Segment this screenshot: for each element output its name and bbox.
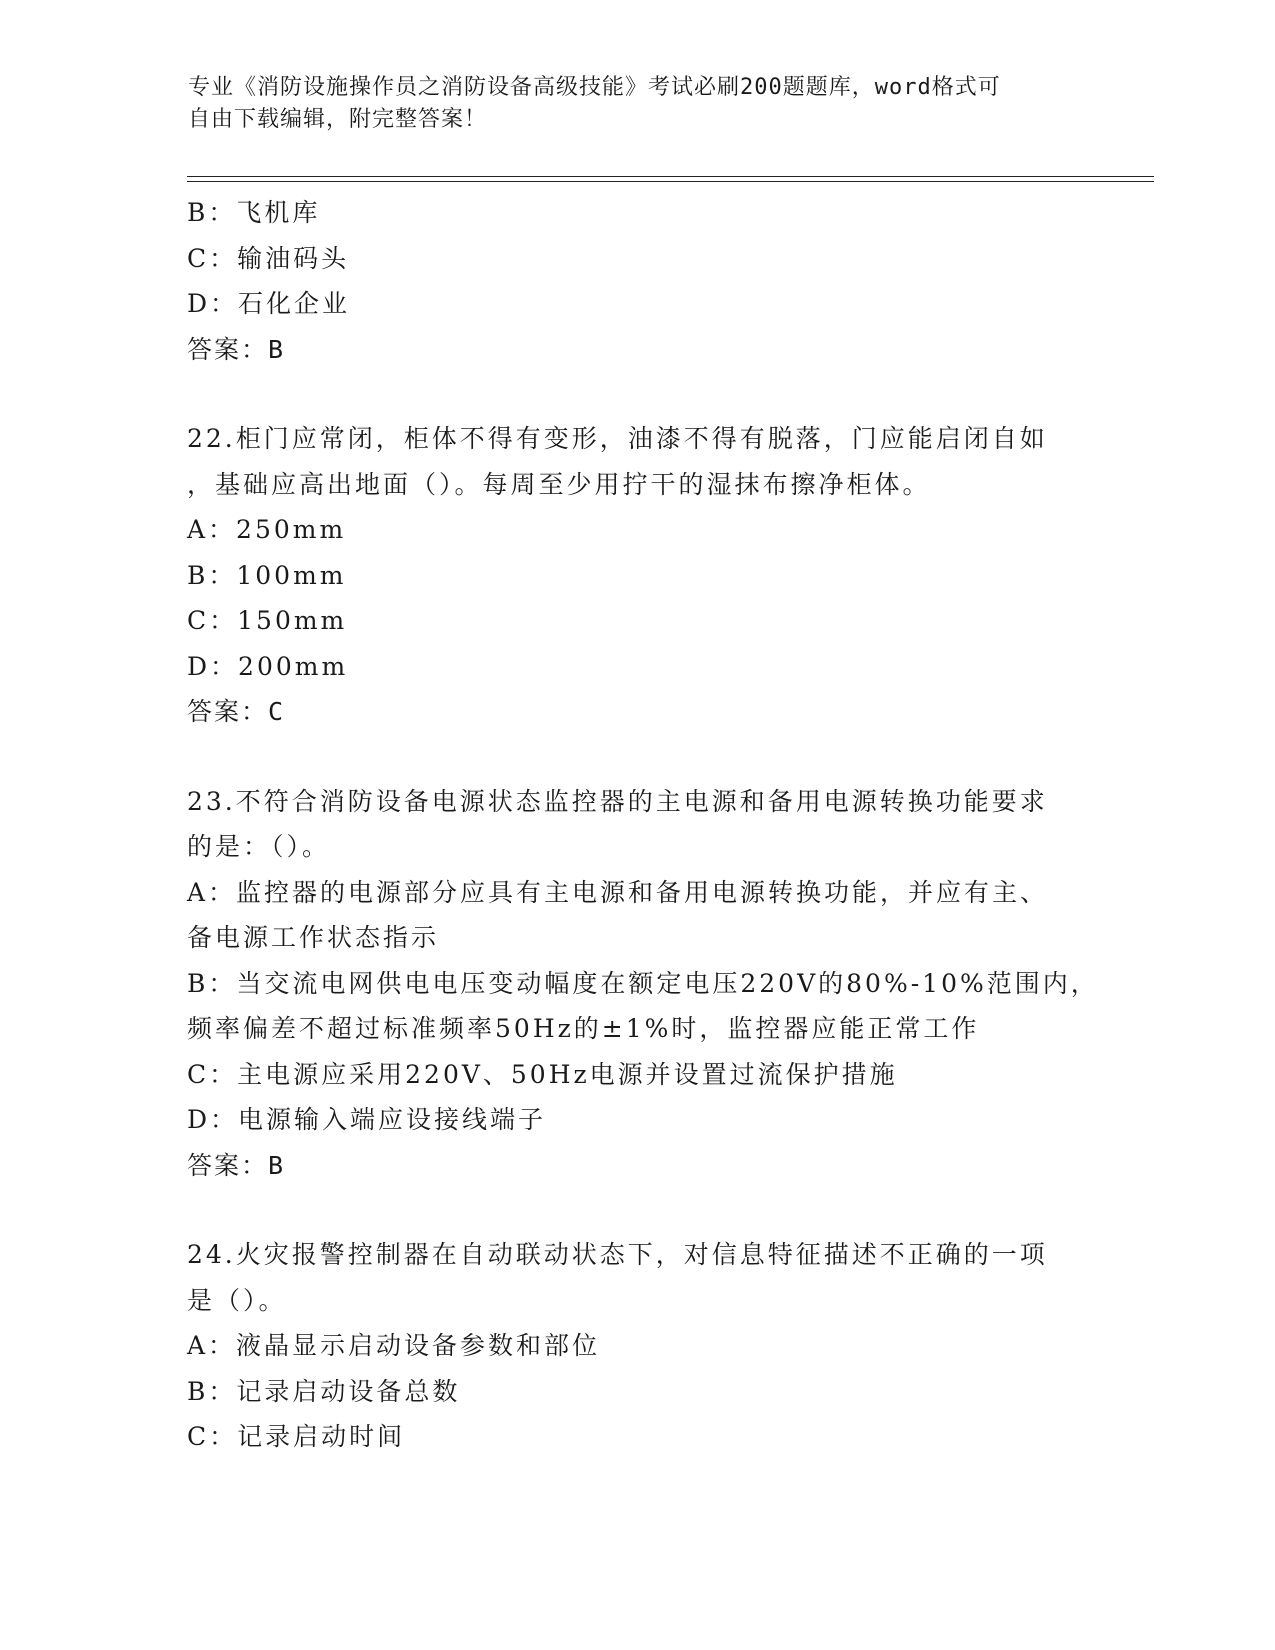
- q21-answer: 答案：B: [187, 334, 286, 364]
- question-23: [187, 779, 1099, 1189]
- q22-stem-line-2: ，基础应高出地面（）。每周至少用拧干的湿抹布擦净柜体。: [187, 469, 931, 499]
- question-list: [187, 190, 1099, 1460]
- q21-option-c: C：输油码头: [187, 243, 350, 273]
- q22-option-a: A：250mm: [187, 515, 347, 544]
- q22-answer: 答案：C: [187, 697, 286, 726]
- q22-option-d: D：200mm: [187, 651, 349, 681]
- q23-answer: 答案：B: [187, 1150, 286, 1180]
- q23-option-a-line-1: A：监控器的电源部分应具有主电源和备用电源转换功能，并应有主、: [187, 877, 1049, 907]
- q22-option-b: B：100mm: [187, 560, 347, 590]
- q22-stem-line-1: 22.柜门应常闭，柜体不得有变形，油漆不得有脱落，门应能启闭自如: [187, 424, 1048, 453]
- question-spacer: [187, 735, 1087, 779]
- q24-option-b: B：记录启动设备总数: [187, 1376, 461, 1406]
- q24-option-a: A：液晶显示启动设备参数和部位: [187, 1331, 601, 1360]
- q21-option-b: B：飞机库: [187, 198, 321, 227]
- header-line-1: 专业《消防设施操作员之消防设备高级技能》考试必刷200题题库，word格式可: [188, 75, 1001, 100]
- question-spacer: [187, 1188, 1087, 1232]
- q23-option-c: C：主电源应采用220V、50Hz电源并设置过流保护措施: [187, 1059, 898, 1089]
- question-22: [187, 416, 1087, 735]
- header-line-2: 自由下载编辑，附完整答案！: [188, 107, 488, 132]
- q23-stem-line-2: 的是：（）。: [187, 832, 331, 861]
- question-21-tail: [187, 190, 1087, 372]
- q24-stem-line-2: 是（）。: [187, 1285, 287, 1315]
- question-24: [187, 1232, 1087, 1460]
- q23-stem-line-1: 23.不符合消防设备电源状态监控器的主电源和备用电源转换功能要求: [187, 786, 1048, 816]
- document-header: [188, 72, 1088, 136]
- q22-option-c: C：150mm: [187, 606, 348, 635]
- header-double-rule: [187, 176, 1154, 182]
- question-spacer: [187, 372, 1087, 416]
- q23-option-b-line-2: 频率偏差不超过标准频率50Hz的±1%时，监控器应能正常工作: [187, 1014, 980, 1043]
- q21-option-d: D：石化企业: [187, 289, 351, 318]
- q23-option-d: D：电源输入端应设接线端子: [187, 1105, 547, 1134]
- q24-stem-line-1: 24.火灾报警控制器在自动联动状态下，对信息特征描述不正确的一项: [187, 1240, 1048, 1269]
- q24-option-c: C：记录启动时间: [187, 1422, 406, 1451]
- q23-option-b-line-1: B：当交流电网供电电压变动幅度在额定电压220V的80%-10%范围内，: [187, 968, 1099, 998]
- q23-option-a-line-2: 备电源工作状态指示: [187, 923, 440, 952]
